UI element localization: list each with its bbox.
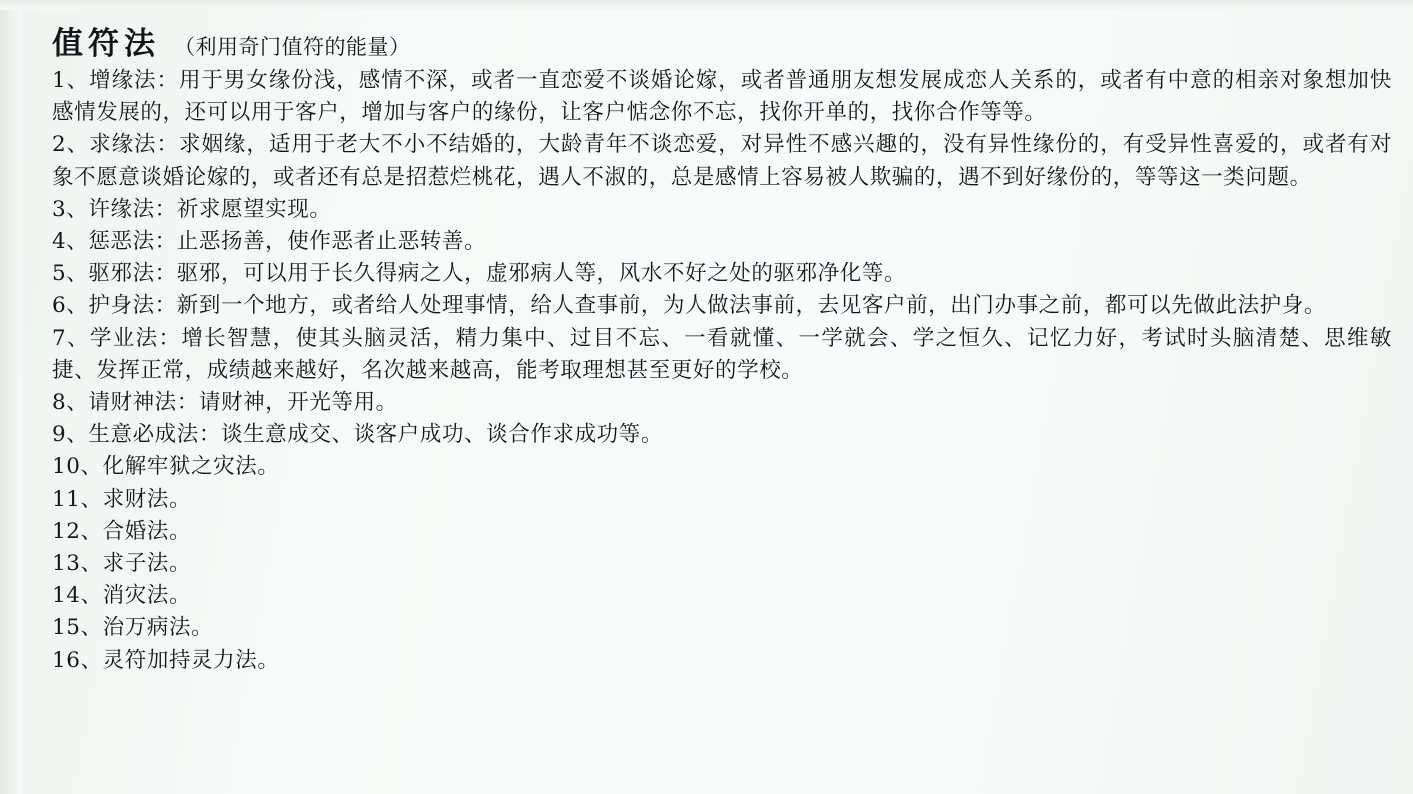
- document-content: [52, 18, 1392, 677]
- page-title: 值符法: [52, 26, 160, 62]
- page-left-edge-shadow: [0, 0, 22, 794]
- list-item: 14、消灾法。: [52, 583, 192, 609]
- list-item: 7、学业法：增长智慧，使其头脑灵活，精力集中、过目不忘、一看就懂、一学就会、学之恒久、记忆力好，考试时头脑清楚、思维敏捷、发挥正常，成绩越来越好，名次越来越高，能考取理想甚至更好的学校。: [52, 325, 1392, 383]
- list-item: 6、护身法：新到一个地方，或者给人处理事情，给人查事前，为人做法事前，去见客户前，出门办事之前，都可以先做此法护身。: [52, 293, 1326, 319]
- list-item: 11、求财法。: [52, 486, 192, 512]
- list-item: 16、灵符加持灵力法。: [52, 647, 280, 673]
- list-item: 1、增缘法：用于男女缘份浅，感情不深，或者一直恋爱不谈婚论嫁，或者普通朋友想发展成恋人关系的，或者有中意的相亲对象想加快感情发展的，还可以用于客户，增加与客户的缘份，让客户惦念你不忘，找你开单的，找你合作等等。: [52, 68, 1392, 126]
- list-item: 13、求子法。: [52, 551, 192, 577]
- page-top-edge-shadow: [0, 0, 1413, 10]
- list-item: 15、治万病法。: [52, 615, 214, 641]
- list-item: 9、生意必成法：谈生意成交、谈客户成功、谈合作求成功等。: [52, 422, 663, 448]
- document-heading: [52, 18, 1392, 63]
- list-item: 5、驱邪法：驱邪，可以用于长久得病之人，虚邪病人等，风水不好之处的驱邪净化等。: [52, 261, 907, 287]
- list-item: 8、请财神法：请财神，开光等用。: [52, 390, 398, 416]
- list-item: 4、惩恶法：止恶扬善，使作恶者止恶转善。: [52, 229, 487, 255]
- page-subtitle: （利用奇门值符的能量）: [174, 35, 411, 59]
- list-item: 12、合婚法。: [52, 518, 192, 544]
- list-item: 10、化解牢狱之灾法。: [52, 454, 280, 480]
- list-item: 3、许缘法：祈求愿望实现。: [52, 196, 332, 222]
- list-item: 2、求缘法：求姻缘，适用于老大不小不结婚的，大龄青年不谈恋爱，对异性不感兴趣的，没有异性缘份的，有受异性喜爱的，或者有对象不愿意谈婚论嫁的，或者还有总是招惹烂桃花，遇人不淑的，总是感情上容易被人欺骗的，遇不到好缘份的，等等这一类问题。: [52, 132, 1392, 190]
